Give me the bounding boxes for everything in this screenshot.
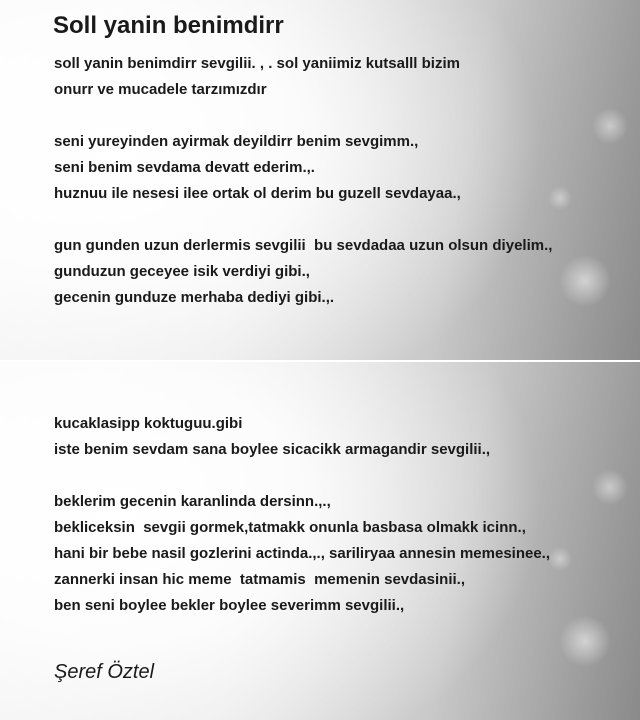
poem-line: beklerim gecenin karanlinda dersinn.,., xyxy=(54,493,331,510)
poem-card-bottom xyxy=(0,362,640,720)
poem-line: gun gunden uzun derlermis sevgilii bu sevdadaa uzun olsun diyelim., xyxy=(54,237,553,254)
poem-line: onurr ve mucadele tarzımızdır xyxy=(54,81,267,98)
poem-line: seni yureyinden ayirmak deyildirr benim sevgimm., xyxy=(54,133,419,150)
stanza-3 xyxy=(54,233,552,311)
poem-line: gunduzun geceyee isik verdiyi gibi., xyxy=(54,263,310,280)
stanza-2 xyxy=(54,129,461,207)
poem-author: Şeref Öztel xyxy=(54,661,155,683)
poem-title: Soll yanin benimdirr xyxy=(53,12,284,39)
poem-line: huznuu ile nesesi ilee ortak ol derim bu guzell sevdayaa., xyxy=(54,185,461,202)
poem-line: ben seni boylee bekler boylee severimm sevgilii., xyxy=(54,597,405,614)
poem-line: iste benim sevdam sana boylee sicacikk armagandir sevgilii., xyxy=(54,441,491,458)
stanza-1 xyxy=(54,51,460,103)
poem-line: zannerki insan hic meme tatmamis memenin sevdasinii., xyxy=(54,571,465,588)
poem-line: seni benim sevdama devatt ederim.,. xyxy=(54,159,315,176)
poem-line: hani bir bebe nasil gozlerini actinda.,., sariliryaa annesin memesinee., xyxy=(54,545,551,562)
poem-line: kucaklasipp koktuguu.gibi xyxy=(54,415,243,432)
poem-line: soll yanin benimdirr sevgilii. , . sol yaniimiz kutsalll bizim xyxy=(54,55,460,72)
poem-line: bekliceksin sevgii gormek,tatmakk onunla basbasa olmakk icinn., xyxy=(54,519,526,536)
poem-line: gecenin gunduze merhaba dediyi gibi.,. xyxy=(54,289,335,306)
stanza-4 xyxy=(54,411,490,463)
stanza-5 xyxy=(54,489,550,619)
